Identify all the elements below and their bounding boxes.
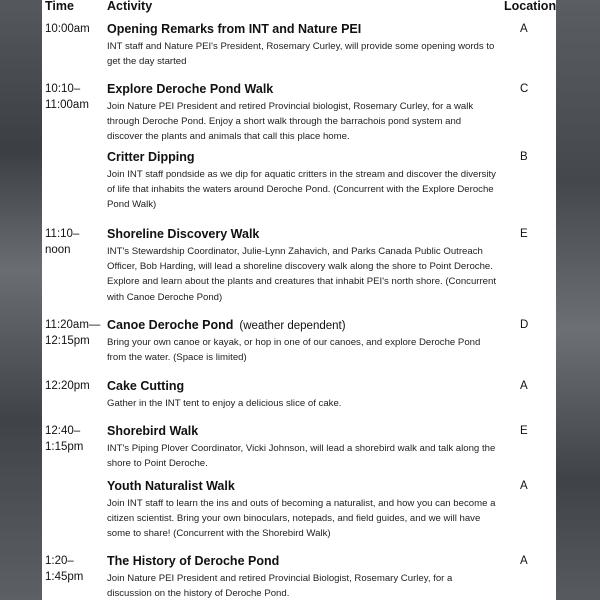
event-location: B xyxy=(520,151,528,163)
event-location: C xyxy=(520,83,529,95)
header-location: Location xyxy=(504,0,556,13)
event-title: Critter Dipping xyxy=(107,150,195,164)
event-time: 11:10– noon xyxy=(45,228,80,256)
background-photo-left xyxy=(0,0,42,600)
event-title: Shoreline Discovery Walk xyxy=(107,227,260,241)
header-time: Time xyxy=(45,0,74,13)
event-description: Join Nature PEI President and retired Provincial Biologist, Rosemary Curley, for a discussion on the history of Deroche Pond. xyxy=(107,573,453,600)
event-description: INT's Stewardship Coordinator, Julie-Lynn Zahavich, and Parks Canada Public Outreach Officer, Bob Harding, will lead a shoreline discovery walk along the shore to Point Deroche. Explore and learn about the plants and creatures that inhabit PEI's north shore. (Concurrent with Canoe Deroche Pond) xyxy=(107,246,497,303)
event-time: 12:20pm xyxy=(45,380,90,392)
event-title: Opening Remarks from INT and Nature PEI xyxy=(107,22,362,36)
event-time: 10:10– 11:00am xyxy=(45,83,89,111)
event-description: Join Nature PEI President and retired Provincial biologist, Rosemary Curley, for a walk through Deroche Pond. Enjoy a short walk through the barrachois pond system and discover the plants and animals that call this place home. xyxy=(107,101,474,143)
event-location: A xyxy=(520,23,528,35)
event-time: 12:40– 1:15pm xyxy=(45,425,84,453)
event-description: INT staff and Nature PEI's President, Rosemary Curley, will provide some opening words to get the day started xyxy=(107,41,495,68)
event-time: 1:20– 1:45pm xyxy=(45,555,84,583)
event-title: Youth Naturalist Walk xyxy=(107,479,235,493)
event-location: A xyxy=(520,555,528,567)
event-location: E xyxy=(520,228,528,240)
event-description: Join INT staff pondside as we dip for aquatic critters in the stream and discover the diversity of life that inhabits the waters around Deroche Pond. (Concurrent with the Explore Deroche Pond Walk) xyxy=(107,169,496,211)
schedule-sheet xyxy=(42,0,556,600)
event-description: INT's Piping Plover Coordinator, Vicki Johnson, will lead a shorebird walk and talk along the shore to Point Deroche. xyxy=(107,443,496,470)
event-title: Cake Cutting xyxy=(107,379,185,393)
event-title: Shorebird Walk xyxy=(107,424,199,438)
event-location: E xyxy=(520,425,528,437)
background-photo-right xyxy=(556,0,600,600)
event-description: Join INT staff to learn the ins and outs of becoming a naturalist, and how you can become a citizen scientist. Bring your own binoculars, notepads, and field guides, and we will have some to share! (Concurrent with the Shorebird Walk) xyxy=(107,498,496,540)
event-title: Canoe Deroche Pond (weather dependent) xyxy=(107,318,346,332)
event-location: A xyxy=(520,380,528,392)
event-description: Bring your own canoe or kayak, or hop in one of our canoes, and explore Deroche Pond from the water. (Space is limited) xyxy=(107,337,481,364)
event-title: The History of Deroche Pond xyxy=(107,554,280,568)
event-title: Explore Deroche Pond Walk xyxy=(107,82,274,96)
header-activity: Activity xyxy=(107,0,153,13)
event-location: D xyxy=(520,319,529,331)
event-time: 10:00am xyxy=(45,23,90,35)
event-description: Gather in the INT tent to enjoy a delicious slice of cake. xyxy=(107,398,342,409)
event-location: A xyxy=(520,480,528,492)
event-time: 11:20am— 12:15pm xyxy=(45,319,101,347)
